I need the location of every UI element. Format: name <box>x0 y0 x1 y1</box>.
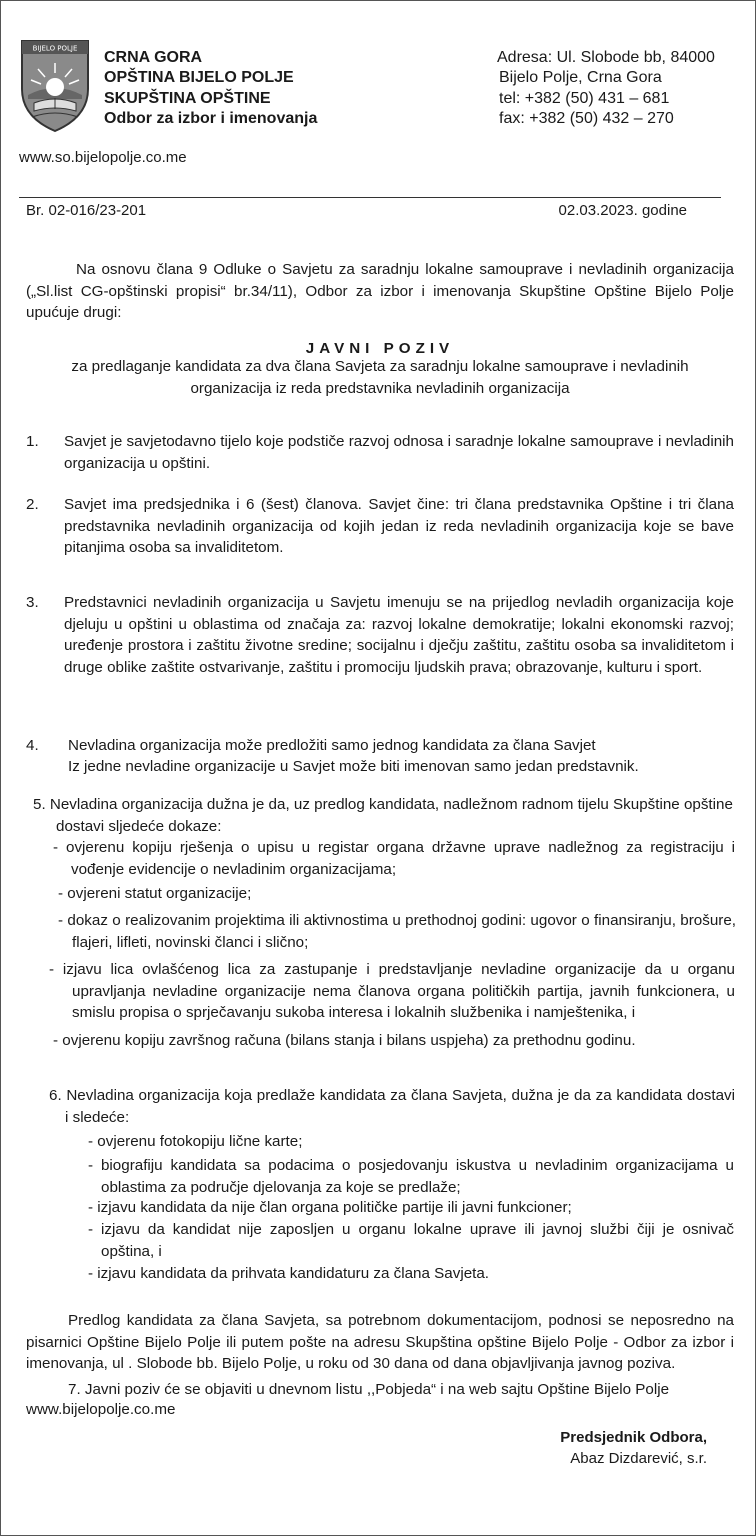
municipality-crest-icon <box>18 37 92 133</box>
list-item: - ovjereni statut organizacije; <box>58 885 252 902</box>
item-text: Nevladina organizacija može predložiti samo jednog kandidata za člana Savjet <box>68 737 596 754</box>
signature-name: Abaz Dizdarević, s.r. <box>570 1450 707 1467</box>
item-text: Iz jedne nevladine organizacije u Savjet može biti imenovan samo jedan predstavnik. <box>68 758 639 775</box>
header-line: Odbor za izbor i imenovanja <box>104 109 318 127</box>
item-number: 4. <box>26 737 39 754</box>
header-line: CRNA GORA <box>104 49 203 66</box>
item7-text: 7. Javni poziv će se objaviti u dnevnom listu ,,Pobjeda“ i na web sajtu Opštine Bijelo Polje <box>68 1381 670 1398</box>
list-item: - izjavu kandidata da nije član organa političke partije ili javni funkcioner; <box>88 1199 572 1216</box>
item-text: Savjet ima predsjednika i 6 (šest) članova. Savjet čine: tri člana predstavnika Opštine i tri člana predstavnika nevladinih organizacija od kojih jedan iz reda nevladinih organizacija koje se bave pitanjima osoba sa invaliditetom. <box>64 496 734 557</box>
page-subtitle: za predlaganje kandidata za dva člana Savjeta za saradnju lokalne samouprave i nevladinih organizacija iz reda predstavnika nevladinih organizacija <box>71 358 689 397</box>
item6-intro: 6. Nevladina organizacija koja predlaže kandidata za člana Savjeta, dužna je da za kandidata dostavi i sledeće: <box>49 1087 735 1126</box>
phone-line: tel: +382 (50) 431 – 681 <box>499 89 670 107</box>
fax-line: fax: +382 (50) 432 – 270 <box>499 109 674 127</box>
list-item: - ovjerenu kopiju rješenja o upisu u registar organa državne uprave nadležnog za registraciju i vođenje evidencije o nevladinim organizacijama; <box>53 839 735 878</box>
signature-title: Predsjednik Odbora, <box>560 1429 707 1446</box>
intro-paragraph: Na osnovu člana 9 Odluke o Savjetu za saradnju lokalne samouprave i nevladinih organizacija („Sl.list CG-opštinski propisi“ br.34/11), Odbor za izbor i imenovanja Skupštine Opštine Bijelo Polje upućuje drugi: <box>26 261 734 322</box>
signature-block <box>560 1427 707 1469</box>
item5-intro: 5. Nevladina organizacija dužna je da, uz predlog kandidata, nadležnom radnom tijelu Skupštine opštine dostavi sljedeće dokaze: <box>33 796 733 835</box>
website-link[interactable]: www.bijelopolje.co.me <box>26 1401 176 1418</box>
header-divider <box>19 197 721 198</box>
document-date: 02.03.2023. godine <box>558 202 687 219</box>
closing-paragraph: Predlog kandidata za člana Savjeta, sa potrebnom dokumentacijom, podnosi se neposredno na pisarnici Opštine Bijelo Polje ili putem pošte na adresu Skupština opštine Bijelo Polje - Odbor za izbor i imenovanja, ul . Slobode bb. Bijelo Polje, u roku od 30 dana od dana objavljivanja javnog poziva. <box>26 1312 734 1373</box>
item-text: Predstavnici nevladinih organizacija u Savjetu imenuju se na prijedlog nevladih organizacija koje djeluju u opštini u oblastima od značaja za: razvoj lokalne demokratije; lokalni ekonomski razvoj; uređenje prostora i zaštitu životne sredine; socijalnu i dječju zaštitu, zaštitu osoba sa invaliditetom i druge oblike zaštite ostvarivanje, zaštitu i promociju ljudskih prava; obrazovanje, kulturu i sport. <box>64 594 734 676</box>
contact-block <box>497 48 715 129</box>
website-link[interactable]: www.so.bijelopolje.co.me <box>19 149 187 166</box>
item-number: 1. <box>26 433 39 450</box>
institution-name <box>104 48 317 129</box>
svg-text:BIJELO POLJE: BIJELO POLJE <box>32 44 78 53</box>
item-number: 2. <box>26 496 39 513</box>
reference-number: Br. 02-016/23-201 <box>26 202 147 219</box>
list-item: - ovjerenu kopiju završnog računa (bilans stanja i bilans uspjeha) za prethodnu godinu. <box>53 1032 636 1049</box>
list-item: - izjavu da kandidat nije zaposljen u organu lokalne uprave ili javnoj službi čiji je osnivač opština, i <box>88 1221 734 1260</box>
address-line: Adresa: Ul. Slobode bb, 84000 <box>497 49 715 66</box>
item-text: Savjet je savjetodavno tijelo koje podstiče razvoj odnosa i saradnje lokalne samouprave i nevladinih organizacija u opštini. <box>64 433 734 472</box>
item-number: 3. <box>26 594 39 611</box>
header-line: OPŠTINA BIJELO POLJE <box>104 69 294 87</box>
address-line: Bijelo Polje, Crna Gora <box>499 69 662 87</box>
page-title: JAVNI POZIV <box>305 340 455 357</box>
list-item: - biografiju kandidata sa podacima o posjedovanju iskustva u nevladinim organizacijama u oblastima za područje djelovanja za koje se predlaže; <box>88 1157 734 1196</box>
list-item: - izjavu kandidata da prihvata kandidaturu za člana Savjeta. <box>88 1265 490 1282</box>
list-item: - izjavu lica ovlašćenog lica za zastupanje i predstavljanje nevladine organizacije da u organu upravljanja nevladine organizacije nema članova organa političkih partija, javnih funkcionera, u smislu propisa o sprječavanju sukoba interesa i lokalnih službenika i namještenika, i <box>49 961 735 1022</box>
list-item: - dokaz o realizovanim projektima ili aktivnostima u prethodnoj godini: ugovor o finansiranju, brošure, flajeri, lifleti, novinski članci i slično; <box>58 912 736 951</box>
header-line: SKUPŠTINA OPŠTINE <box>104 89 271 107</box>
list-item: - ovjerenu fotokopiju lične karte; <box>88 1133 303 1150</box>
